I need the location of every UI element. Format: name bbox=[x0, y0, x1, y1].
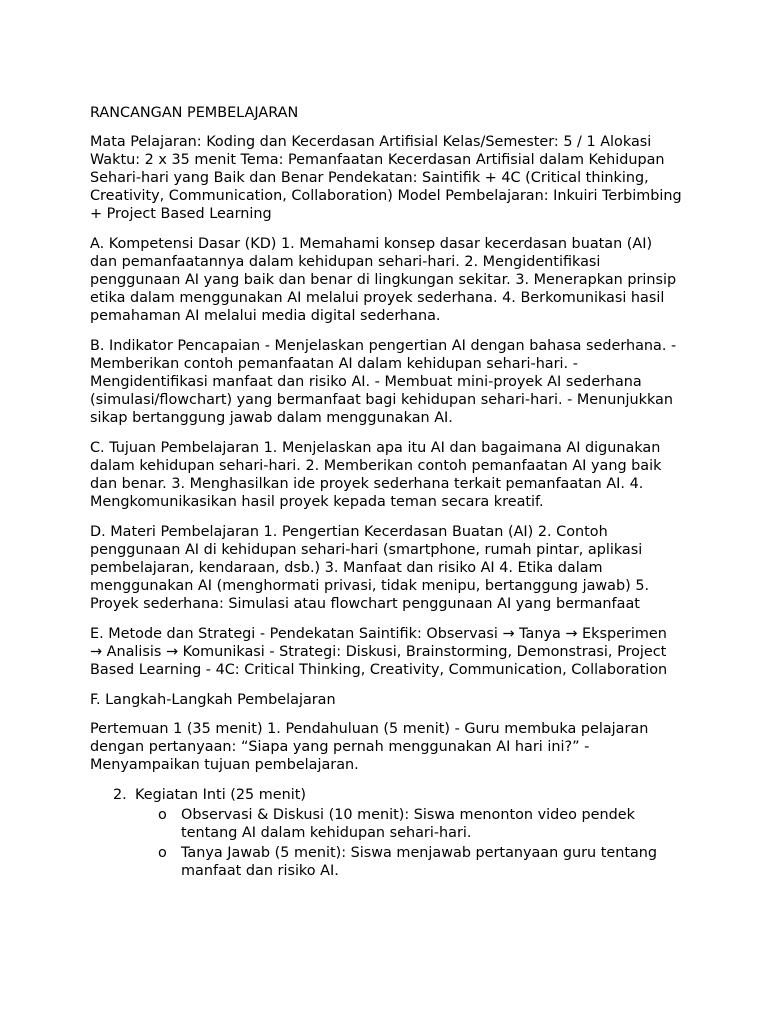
document-page bbox=[90, 104, 682, 880]
paragraph-tujuan: C. Tujuan Pembelajaran 1. Menjelaskan apa itu AI dan bagaimana AI digunakan dalam kehidupan sehari-hari. 2. Memberikan contoh pemanfaatan AI yang baik dan benar. 3. Menghasilkan ide proyek sederhana terkait pemanfaatan AI. 4. Mengkomunikasikan hasil proyek kepada teman secara kreatif. bbox=[90, 440, 662, 511]
paragraph-kompetensi-dasar: A. Kompetensi Dasar (KD) 1. Memahami konsep dasar kecerdasan buatan (AI) dan pemanfaatannya dalam kehidupan sehari-hari. 2. Mengidentifikasi penggunaan AI yang baik dan benar di lingkungan sekitar. 3. Menerapkan prinsip etika dalam menggunakan AI melalui proyek sederhana. 4. Berkomunikasi hasil pemahaman AI melalui media digital sederhana. bbox=[90, 236, 677, 325]
paragraph-indikator: B. Indikator Pencapaian - Menjelaskan pengertian AI dengan bahasa sederhana. - Memberikan contoh pemanfaatan AI dalam kehidupan sehari-hari. - Mengidentifikasi manfaat dan risiko AI. - Membuat mini-proyek AI sederhana (simulasi/flowchart) yang bermanfaat bagi kehidupan sehari-hari. - Menunjukkan sikap bertanggung jawab dalam menggunakan AI. bbox=[90, 338, 677, 427]
list-item-text: Kegiatan Inti (25 menit) bbox=[135, 787, 307, 803]
paragraph-info: Mata Pelajaran: Koding dan Kecerdasan Artifisial Kelas/Semester: 5 / 1 Alokasi Waktu: 2 x 35 menit Tema: Pemanfaatan Kecerdasan Artifisial dalam Kehidupan Sehari-hari yang Baik dan Benar Pendekatan: Saintifik + 4C (Critical thinking, Creativity, Communication, Collaboration) Model Pembelajaran: Inkuiri Terbimbing + Project Based Learning bbox=[90, 134, 682, 223]
bullet-item bbox=[90, 844, 682, 880]
bullet-item bbox=[90, 806, 682, 842]
paragraph-langkah-heading: F. Langkah-Langkah Pembelajaran bbox=[90, 691, 336, 708]
bullet-marker: o bbox=[158, 845, 167, 862]
paragraph-pertemuan: Pertemuan 1 (35 menit) 1. Pendahuluan (5 menit) - Guru membuka pelajaran dengan pertanyaan: “Siapa yang pernah menggunakan AI hari ini?” - Menyampaikan tujuan pembelajaran. bbox=[90, 721, 649, 774]
bullet-item-text: Tanya Jawab (5 menit): Siswa menjawab pertanyaan guru tentang manfaat dan risiko AI. bbox=[181, 845, 658, 880]
numbered-list-item bbox=[90, 786, 682, 804]
paragraph-materi: D. Materi Pembelajaran 1. Pengertian Kecerdasan Buatan (AI) 2. Contoh penggunaan AI di kehidupan sehari-hari (smartphone, rumah pintar, aplikasi pembelajaran, kendaraan, dsb.) 3. Manfaat dan risiko AI 4. Etika dalam menggunakan AI (menghormati privasi, tidak menipu, bertanggung jawab) 5. Proyek sederhana: Simulasi atau flowchart penggunaan AI yang bermanfaat bbox=[90, 523, 650, 613]
bullet-marker: o bbox=[158, 807, 167, 824]
paragraph-metode: E. Metode dan Strategi - Pendekatan Saintifik: Observasi → Tanya → Eksperimen → Analisis → Komunikasi - Strategi: Diskusi, Brainstorming, Demonstrasi, Project Based Learning - 4C: Critical Thinking, Creativity, Communication, Collaboration bbox=[90, 625, 668, 679]
list-number: 2. bbox=[113, 787, 127, 803]
document-title: RANCANGAN PEMBELAJARAN bbox=[90, 105, 299, 121]
bullet-item-text: Observasi & Diskusi (10 menit): Siswa menonton video pendek tentang AI dalam kehidupan sehari-hari. bbox=[181, 807, 635, 842]
